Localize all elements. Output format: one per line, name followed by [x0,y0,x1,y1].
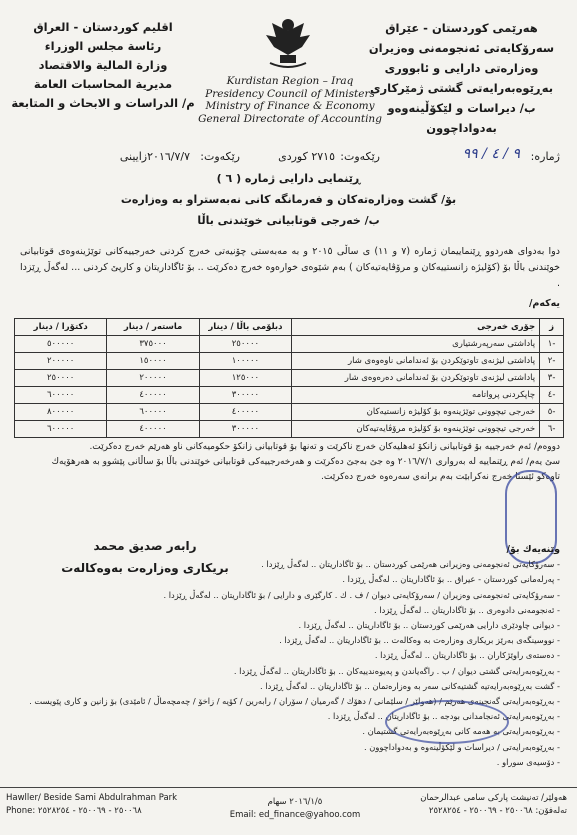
table-cell: ٢٥٠٠٠٠ [199,336,291,353]
intro-paragraph: دوا بەدوای هەردوو ڕێنماییمان ژمارە (٧ و ١١) ی ساڵی ٢٠١٥ و بە مەبەستی چۆنیەتی خەرج كردنی خەرجییەكانی توێژینەوەی قوتابیانی خوێندنی باڵا بۆ (كۆلیژە زانستییەكان و مرۆڤایەتیەكان ) بەم شێوەی خوارەوە خەرج دەكرێت .. بۆ ئاگاداریتان و كارپێ كردنی ... لەگەڵ ڕێزدا . [20,246,560,289]
signatory-name: رابەر صدیق محمد [93,539,197,553]
table-cell: پاداشتی لیژنەی تاوتوێكردن بۆ ئەندامانی ناوەوەی شار [292,353,540,370]
ref-date-gregorian: ٢٠١٦/٧/٧زایینی [119,150,190,163]
table-cell: ٢٠٠٠٠٠ [107,370,199,387]
kurdistan-emblem-icon [262,15,314,71]
handwritten-circle-mark [385,700,509,744]
footer-phone: Phone: ٢٥٠٠٦٨ - ٢٥٠٠٦٩ - ٢٥٢٨٢٥٤ [6,806,142,816]
footer-address: Hawller/ Beside Sami Abdulrahman Park [6,793,178,803]
table-cell: ٣٧٥٠٠٠ [107,336,199,353]
table-cell: ١٠٠٠٠٠ [199,353,291,370]
table-cell: ٦٠٠٠٠٠ [15,421,107,438]
instruction-title: ڕێنمایی دارایی ژمارە ( ٦ ) [216,172,361,185]
list-item: - بەڕێوەبەرایەتی / دیراسات و لێكۆڵینەوە و بەدواداچوون . [363,741,560,752]
list-item: - گشت بەڕێوەبەرایەتیە گشتیەكانی سەر بە وەزارەتمان .. بۆ ئاگاداریتان .. لەگەڵ ڕێزدا . [260,680,560,691]
table-cell: خەرجی تیچوونی توێژینەوە بۆ كۆلیژە مرۆڤایەتیەكان [292,421,540,438]
table-cell: -٢ [540,353,564,370]
table-cell: -٤ [540,387,564,404]
table-cell: ١٢٥٠٠٠ [199,370,291,387]
header-line: وەزارەتی دارایی و ئابووری [384,61,539,75]
list-item: - بەڕێوەبەرایەتی گەنجینەی هەرێم / (هەولێر / سلێمانی / دهۆك / گەرمیان / سۆران / رابەرین / كۆیە / زاخۆ / چەمچەماڵ / ئامێدی) بۆ زانین و كاری پێویست . [29,696,560,707]
footer-english [6,792,236,818]
list-item: - ئەنجومەنی دادوەری .. بۆ ئاگاداریتان .. لەگەڵ ڕێزدا . [374,604,560,615]
header-line: مديرية المحاسبات العامة [33,77,173,91]
header-english [185,75,395,125]
header-line: Ministry of Finance & Economy [205,100,375,112]
table-header: دبلۆمی باڵا / دینار [199,319,291,336]
table-row [15,370,564,387]
footer-email: Email: ed_finance@yahoo.com [229,810,361,820]
header-arabic [8,18,198,113]
ref-number-label: ژمارە: [530,150,560,163]
header-line: م/ الدراسات و الابحاث و المتابعة [11,96,195,110]
table-cell: پاداشتی سەرپەرشتیاری [292,336,540,353]
table-cell: -١ [540,336,564,353]
table-cell: ٢٠٠٠٠٠ [15,353,107,370]
table-cell: -٦ [540,421,564,438]
table-cell: ١٥٠٠٠٠ [107,353,199,370]
header-line: هەرێمی كوردستان - عێراق [385,21,538,35]
note-third: سێ یەم/ ئەم ڕێنماییە لە بەرواری ٢٠١٦/٧/١ وە جێ بەجێ دەكرێت و هەرخەرجییەكی قوتابیانی خوێندنی باڵا بۆ ساڵانی پێشوو بە هەرهۆیەك [51,457,560,467]
table-cell: خەرجی تیچوونی توێژینەوە بۆ كۆلیژە زانستیەكان [292,404,540,421]
table-row [15,336,564,353]
header-line: وزارة المالية والاقتصاد [38,58,168,72]
list-item: - نووسینگەی بەرێز بریكاری وەزارەت بە وەكالەت .. بۆ ئاگاداریتان .. لەگەڵ ڕێزدا . [279,635,560,646]
list-item: - دەستەی راوێژكاران .. بۆ ئاگاداریتان .. لەگەڵ ڕێزدا . [374,650,560,661]
table-row [15,387,564,404]
list-item: - پەرلەمانی كوردستان - عیراق .. بۆ ئاگاداریتان .. لەگەڵ ڕێزدا . [342,574,560,585]
list-item: - بەڕێوەبەرایەتی بە هەمە كانی بەڕێوەبەرایەتی گشتیمان . [362,726,560,737]
reference-line [40,146,560,170]
table-cell: -٣ [540,370,564,387]
section-first-label: یەكەم/ [528,298,560,309]
table-cell: ٤٠٠٠٠٠ [107,387,199,404]
table-header: جۆری خەرجی [292,319,540,336]
ref-date-label2: رێكەوت: [200,150,240,163]
table-cell: پاداشتی لیژنەی تاوتوێكردن بۆ ئەندامانی دەرەوەی شار [292,370,540,387]
table-cell: ٦٠٠٠٠٠ [15,387,107,404]
table-header-row [15,319,564,336]
ref-date-label: رێكەوت: [340,150,380,163]
footer [0,790,577,835]
allowance-table [14,318,564,438]
list-item: - دۆسیەی سوراو . [496,756,560,767]
table-cell: ٨٠٠٠٠٠ [15,404,107,421]
header-line: سەرۆكایەتی ئەنجومەنی وەزیران [368,41,555,55]
list-item: - بەڕێوەبەرایەتی ئەنجامدانی بودجە .. بۆ ئاگاداریتان .. لەگەڵ ڕێزدا . [327,711,560,722]
footer-phone: تەلەفۆن: ٢٥٠٠٦٨ - ٢٥٠٠٦٩ - ٢٥٢٨٢٥٤ [428,806,567,816]
list-item: - دیوانی چاودێری دارایی هەرێمی كوردستان .. بۆ ئاگاداریتان .. لەگەڵ ڕێزدا . [298,620,560,631]
signatory-title: بریكاری وەزارەت بەوەكالەت [61,561,229,575]
footer-divider [0,787,577,788]
header-line: General Directorate of Accounting [198,112,382,125]
header-line: Kurdistan Region – Iraq [226,75,354,87]
note-third-cont: تاوەكو ئێستا خەرج نەكرابێت بەم برانەی سەرەوە خەرج دەكرێت. [321,472,560,482]
list-item: - سەرۆكایەتی ئەنجومەنی وەزیرانی هەرێمی كوردستان .. بۆ ئاگاداریتان .. لەگەڵ ڕێزدا . [261,559,560,570]
table-cell: -٥ [540,404,564,421]
table-cell: ٣٠٠٠٠٠ [199,421,291,438]
table-row [15,404,564,421]
footer-kurdish [337,792,567,818]
notes-block [20,440,560,485]
table-cell: ٦٠٠٠٠٠ [107,404,199,421]
list-item: - بەڕێوەبەرایەتی گشتی دیوان / ب . راگەیاندن و پەیوەندییەكان .. بۆ ئاگاداریتان .. لەگەڵ ڕێزدا . [233,665,560,676]
table-header: دكتۆرا / دینار [15,319,107,336]
table-cell: ٤٠٠٠٠٠ [199,404,291,421]
table-cell: ٣٠٠٠٠٠ [199,387,291,404]
table-cell: ٥٠٠٠٠٠ [15,336,107,353]
footer-date-note: ٢٠١٦/١/٥ سهام [267,797,323,807]
header-line: Presidency Council of Ministers [205,87,375,100]
table-row [15,421,564,438]
note-second: دووەم/ ئەم خەرجییە بۆ قوتابیانی زانكۆ ئەهلیەكان خەرج ناكرێت و تەنها بۆ قوتابیانی زانكۆ حكومیەكانی ناو هەرێم خەرج دەكرێت. [89,442,560,452]
subject-title: ب/ خەرجی قوتابیانی خوێندنی باڵا [197,214,380,227]
recipient-title: بۆ/ گشت وەزارەتەكان و فەرمانگە كانی نەبەستراو بە وەزارەت [120,193,457,206]
table-header: ز [540,319,564,336]
header-line: ب/ دیراسات و لێكۆڵینەوەو بەدواداچوون [387,101,536,135]
list-item: - سەرۆكایەتی ئەنجومەنی وەزیران / سەرۆكایەتی دیوان / ف . ك . كارگێری و دارایی / بۆ ئاگاداریتان .. لەگەڵ ڕێزدا . [163,589,560,600]
header-line: رئاسة مجلس الوزراء [44,39,162,53]
table-cell: چاپكردنی پرواتامە [292,387,540,404]
copies-title: وێنەیەك بۆ/ [506,544,560,555]
table-row [15,353,564,370]
table-cell: ٢٥٠٠٠٠ [15,370,107,387]
ref-number-value: ٩ / ٤ / ٩٩ [462,146,520,162]
table-header: ماستەر / دینار [107,319,199,336]
footer-address: هەولێر/ تەنیشت پاركی سامی عبدالرحمان [420,793,567,803]
ref-date-kurdi: ٢٧١٥ كوردی [278,150,335,163]
table-cell: ٤٠٠٠٠٠ [107,421,199,438]
header-line: بەڕێوەبەرایەتی گشتی ژمێركاری [369,81,554,95]
header-line: اقليم كوردستان - العراق [33,20,173,34]
